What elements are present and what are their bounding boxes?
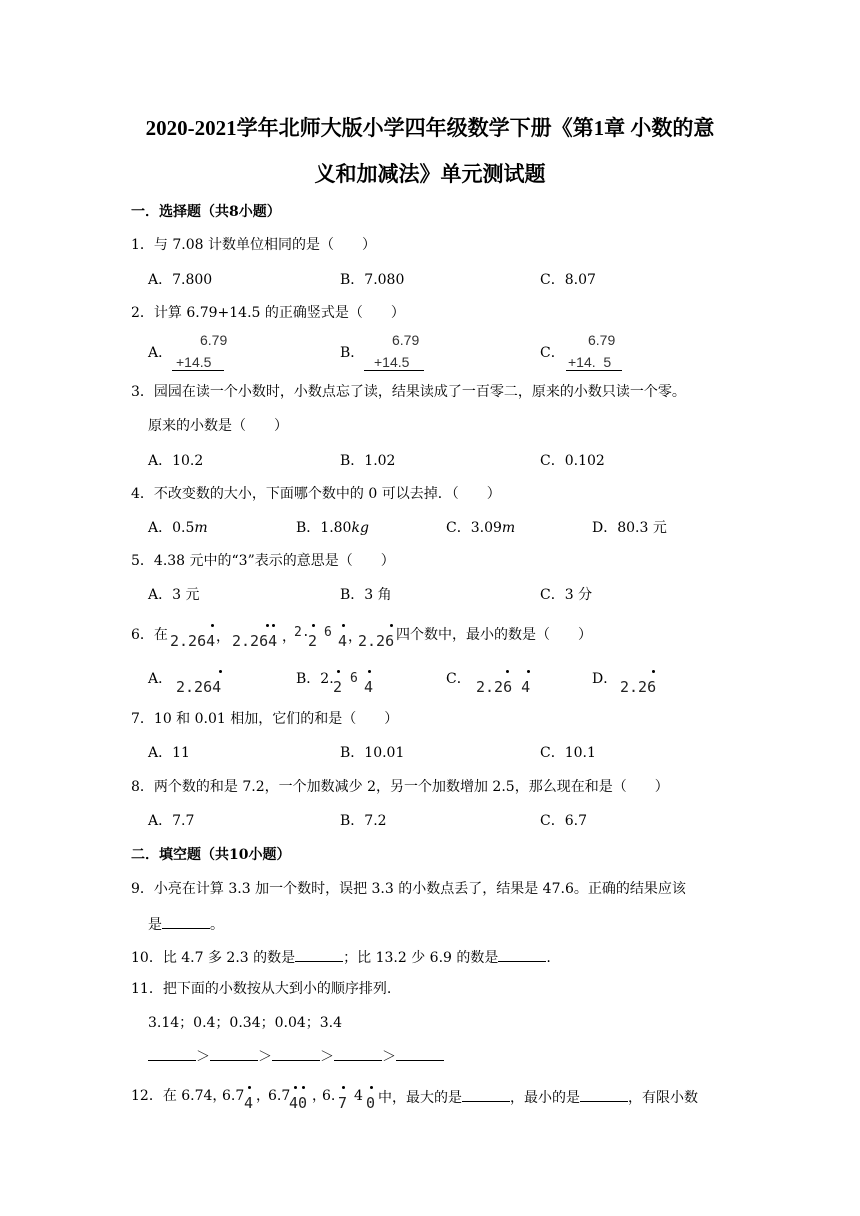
answer-blank[interactable] [162, 916, 210, 929]
question-1-option-a: A．7.800 [148, 272, 213, 288]
answer-blank[interactable] [210, 1048, 258, 1061]
q6-number-2: 2.264 [232, 632, 278, 650]
question-10-pre: 10．比 4.7 多 2.3 的数是 [131, 950, 296, 966]
question-10-stem [131, 949, 551, 965]
repeat-dot [506, 670, 509, 673]
repeat-dot [342, 624, 345, 627]
q6-sep-1: ， [216, 629, 230, 645]
vertical-b-top: 6.79 [392, 332, 420, 348]
repeat-dot [337, 670, 340, 673]
vertical-c-top: 6.79 [588, 332, 616, 348]
repeat-dot [302, 1086, 305, 1089]
repeat-dot [652, 670, 655, 673]
question-11-list: 3.14；0.4；0.34；0.04；3.4 [148, 1015, 343, 1031]
question-8-option-b: B．7.2 [340, 813, 387, 829]
question-7-option-c: C．10.1 [540, 745, 596, 761]
q12-number-4-int: 6. [322, 1088, 336, 1104]
question-6-prefix: 6．在 [131, 627, 168, 643]
repeat-dot [219, 670, 222, 673]
vertical-a-bottom: +14.5 [176, 354, 212, 370]
question-3-option-c: C．0.102 [540, 453, 605, 469]
question-6-option-d: D． [592, 671, 618, 687]
q6-sep-2: ， [282, 629, 296, 645]
question-10-mid: ；比 13.2 少 6.9 的数是 [343, 950, 499, 966]
question-5-option-a: A．3 元 [148, 587, 200, 603]
answer-blank[interactable] [462, 1089, 510, 1102]
q12-number-4-d1: 7 [338, 1094, 348, 1112]
question-1-option-b: B．7.080 [340, 272, 405, 288]
vertical-addition-b [364, 332, 424, 372]
question-9-post: 。 [210, 917, 224, 933]
question-6-option-a: A． [148, 671, 173, 687]
question-10-post: . [546, 950, 551, 966]
question-5-option-b: B．3 角 [340, 587, 392, 603]
question-3-stem-line1: 3．园园在读一个小数时，小数点忘了读，结果读成了一百零二，原来的小数只读一个零。 [131, 384, 686, 400]
repeat-dot [211, 624, 214, 627]
option-b-value: B．1.80 [296, 520, 352, 536]
question-5-option-c: C．3 分 [540, 587, 593, 603]
option-a-unit: m [194, 520, 208, 536]
section-heading-choice: 一．选择题（共8小题） [131, 204, 281, 220]
q6-number-3-d2: 6 [324, 625, 332, 640]
option-b-unit: kg [351, 520, 369, 536]
question-3-option-a: A．10.2 [148, 453, 204, 469]
question-12-rest [378, 1089, 698, 1105]
q12-sep: ， [312, 1088, 326, 1104]
question-4-option-b [296, 521, 369, 535]
greater-than: ＞ [196, 1049, 210, 1065]
q6-option-b-d3: 4 [364, 678, 374, 696]
repeat-dot [368, 670, 371, 673]
question-6-suffix: 四个数中，最小的数是（ ） [396, 627, 592, 643]
question-11-ordering [148, 1048, 444, 1064]
q6-option-c-number: 2.26 4 [476, 678, 531, 696]
question-12-prefix: 12．在 6.74， [131, 1088, 227, 1104]
vertical-a-top: 6.79 [200, 332, 228, 348]
answer-blank[interactable] [334, 1048, 382, 1061]
vertical-c-bottom: +14. 5 [568, 354, 612, 370]
q12-number-2-rep: 4 [244, 1094, 254, 1112]
answer-blank[interactable] [396, 1048, 444, 1061]
question-4-option-c [446, 521, 515, 535]
q6-option-b-d2: 6 [350, 671, 358, 686]
q6-option-a-number: 2.264 [176, 678, 222, 696]
question-1-option-c: C．8.07 [540, 272, 596, 288]
q6-number-3-d3: 4 [338, 632, 348, 650]
question-12-mid1: 中，最大的是 [378, 1090, 462, 1106]
q12-number-3-rep: 40 [289, 1094, 308, 1112]
repeat-dot [294, 1086, 297, 1089]
question-7-stem: 7．10 和 0.01 相加，它们的和是（ ） [131, 711, 399, 727]
greater-than: ＞ [382, 1049, 396, 1065]
repeat-dot [527, 670, 530, 673]
page-title-line1: 2020-2021学年北师大版小学四年级数学下册《第1章 小数的意 [145, 116, 715, 140]
q6-number-3-int: 2. [294, 625, 310, 640]
q12-sep: ， [256, 1088, 270, 1104]
question-8-option-c: C．6.7 [540, 813, 587, 829]
question-4-option-a [148, 521, 208, 535]
vertical-addition-a [172, 332, 228, 372]
q6-number-3-d1: 2 [308, 632, 318, 650]
repeat-dot [312, 624, 315, 627]
page-title-line2: 义和加减法》单元测试题 [314, 162, 546, 186]
vertical-addition-c [566, 332, 622, 372]
vertical-c-rule [566, 370, 622, 371]
question-6-option-c: C． [446, 671, 471, 687]
question-3-option-b: B．1.02 [340, 453, 396, 469]
question-5-stem: 5．4.38 元中的“3”表示的意思是（ ） [131, 553, 395, 569]
answer-blank[interactable] [580, 1089, 628, 1102]
question-3-stem-line2: 原来的小数是（ ） [148, 418, 288, 434]
q6-number-4: 2.26 [358, 632, 395, 650]
question-7-option-a: A．11 [148, 745, 190, 761]
vertical-a-rule [172, 370, 224, 371]
section-heading-fill: 二．填空题（共10小题） [131, 847, 291, 863]
option-c-value: C．3.09 [446, 520, 502, 536]
question-8-stem: 8．两个数的和是 7.2，一个加数减少 2，另一个加数增加 2.5，那么现在和是（ ） [131, 779, 669, 795]
q6-option-b-d1: 2 [333, 678, 343, 696]
greater-than: ＞ [258, 1049, 272, 1065]
option-a-value: A．0.5 [148, 520, 195, 536]
answer-blank[interactable] [272, 1048, 320, 1061]
q12-number-2-int: 6.7 [222, 1088, 245, 1104]
question-9-stem-line1: 9．小亮在计算 3.3 加一个数时，误把 3.3 的小数点丢了，结果是 47.6。正确的结果应该 [131, 881, 686, 897]
q12-number-4-d3: 0 [366, 1094, 376, 1112]
question-2-option-c: C． [540, 345, 565, 361]
repeat-dot [266, 624, 269, 627]
q6-number-1: 2.264 [170, 632, 216, 650]
question-9-pre: 是 [148, 917, 162, 933]
question-2-option-b: B． [340, 345, 365, 361]
q6-sep-3: ， [348, 629, 362, 645]
question-7-option-b: B．10.01 [340, 745, 405, 761]
repeat-dot [248, 1086, 251, 1089]
question-6-option-b: B．2. [296, 671, 334, 687]
greater-than: ＞ [320, 1049, 334, 1065]
answer-blank[interactable] [498, 949, 546, 962]
question-1-stem: 1．与 7.08 计数单位相同的是（ ） [131, 237, 376, 253]
answer-blank[interactable] [148, 1048, 196, 1061]
question-12-post: ，有限小数 [628, 1090, 698, 1106]
answer-blank[interactable] [295, 949, 343, 962]
repeat-dot [390, 624, 393, 627]
question-9-stem-line2 [148, 916, 224, 932]
option-c-unit: m [501, 520, 516, 536]
question-2-stem: 2．计算 6.79+14.5 的正确竖式是（ ） [131, 305, 405, 321]
question-4-option-d: D．80.3 元 [592, 520, 667, 536]
question-4-stem: 4．不改变数的大小，下面哪个数中的 0 可以去掉．（ ） [131, 486, 501, 502]
q12-number-3-int: 6.7 [268, 1088, 291, 1104]
vertical-b-rule [364, 370, 424, 371]
question-12-mid2: ，最小的是 [510, 1090, 580, 1106]
vertical-b-bottom: +14.5 [374, 354, 410, 370]
q6-option-d-number: 2.26 [620, 678, 657, 696]
repeat-dot [342, 1086, 345, 1089]
repeat-dot [370, 1086, 373, 1089]
q12-number-4-d2: 4 [354, 1088, 363, 1104]
repeat-dot [272, 624, 275, 627]
question-2-option-a: A． [148, 345, 173, 361]
question-11-stem: 11．把下面的小数按从大到小的顺序排列. [131, 981, 392, 997]
question-8-option-a: A．7.7 [148, 813, 195, 829]
